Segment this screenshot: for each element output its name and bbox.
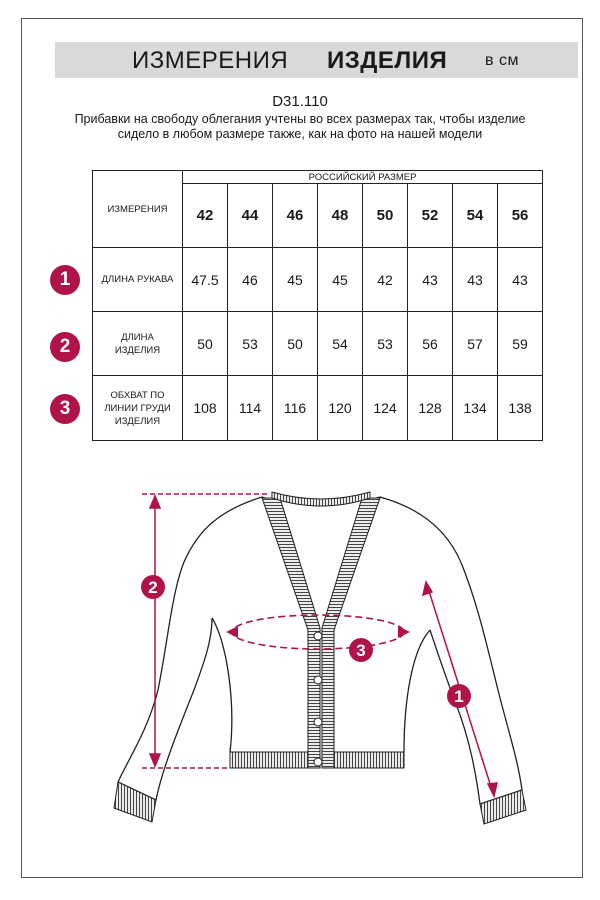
size-cell: 42 (183, 184, 228, 248)
row-label: ОБХВАТ ПО ЛИНИИ ГРУДИ ИЗДЕЛИЯ (93, 376, 183, 441)
value-cell: 53 (228, 312, 273, 376)
value-cell: 124 (363, 376, 408, 441)
button (314, 676, 322, 684)
right-placket-rib (322, 498, 380, 768)
marker-1: 1 (454, 687, 464, 706)
value-cell: 45 (273, 248, 318, 312)
value-cell: 114 (228, 376, 273, 441)
button (314, 758, 322, 766)
value-cell: 43 (498, 248, 543, 312)
value-cell: 46 (228, 248, 273, 312)
value-cell: 53 (363, 312, 408, 376)
title-unit: в см (485, 52, 519, 69)
size-cell: 56 (498, 184, 543, 248)
size-cell: 54 (453, 184, 498, 248)
value-cell: 45 (318, 248, 363, 312)
marker-3: 3 (356, 641, 366, 660)
value-cell: 128 (408, 376, 453, 441)
row-badge-2: 2 (50, 332, 80, 362)
length-measure (142, 494, 270, 768)
size-cell: 46 (273, 184, 318, 248)
value-cell: 138 (498, 376, 543, 441)
diagram-badge-3 (349, 638, 373, 662)
value-cell: 50 (183, 312, 228, 376)
value-cell: 56 (408, 312, 453, 376)
size-cell: 52 (408, 184, 453, 248)
title-word-measurements: ИЗМЕРЕНИЯ (132, 47, 289, 74)
size-header: РОССИЙСКИЙ РАЗМЕР (183, 171, 543, 184)
value-cell: 43 (408, 248, 453, 312)
fit-note: Прибавки на свободу облегания учтены во всех размерах так, чтобы изделие сидело в любом размере также, как на фото на нашей модели (74, 112, 526, 141)
measure-header: ИЗМЕРЕНИЯ (93, 171, 183, 248)
value-cell: 50 (273, 312, 318, 376)
marker-2: 2 (148, 578, 158, 597)
row-label: ДЛИНА РУКАВА (93, 248, 183, 312)
row-badge-3: 3 (50, 394, 80, 424)
value-cell: 120 (318, 376, 363, 441)
value-cell: 116 (273, 376, 318, 441)
left-placket-rib (262, 498, 320, 768)
collar-rib (272, 492, 370, 506)
value-cell: 59 (498, 312, 543, 376)
row-badge-1: 1 (50, 265, 80, 295)
size-cell: 50 (363, 184, 408, 248)
value-cell: 47.5 (183, 248, 228, 312)
hem-rib-right (334, 752, 404, 768)
left-cuff (114, 782, 156, 822)
value-cell: 57 (453, 312, 498, 376)
diagram-badge-2 (141, 575, 165, 599)
hem-rib-left (230, 752, 308, 768)
diagram-badge-1 (447, 684, 471, 708)
right-cuff (480, 790, 526, 824)
row-label: ДЛИНА ИЗДЕЛИЯ (93, 312, 183, 376)
value-cell: 42 (363, 248, 408, 312)
value-cell: 43 (453, 248, 498, 312)
article-code: D31.110 (272, 93, 328, 110)
button (314, 718, 322, 726)
value-cell: 134 (453, 376, 498, 441)
size-cell: 48 (318, 184, 363, 248)
value-cell: 108 (183, 376, 228, 441)
size-cell: 44 (228, 184, 273, 248)
value-cell: 54 (318, 312, 363, 376)
title-word-item: ИЗДЕЛИЯ (327, 47, 448, 74)
button (314, 632, 322, 640)
